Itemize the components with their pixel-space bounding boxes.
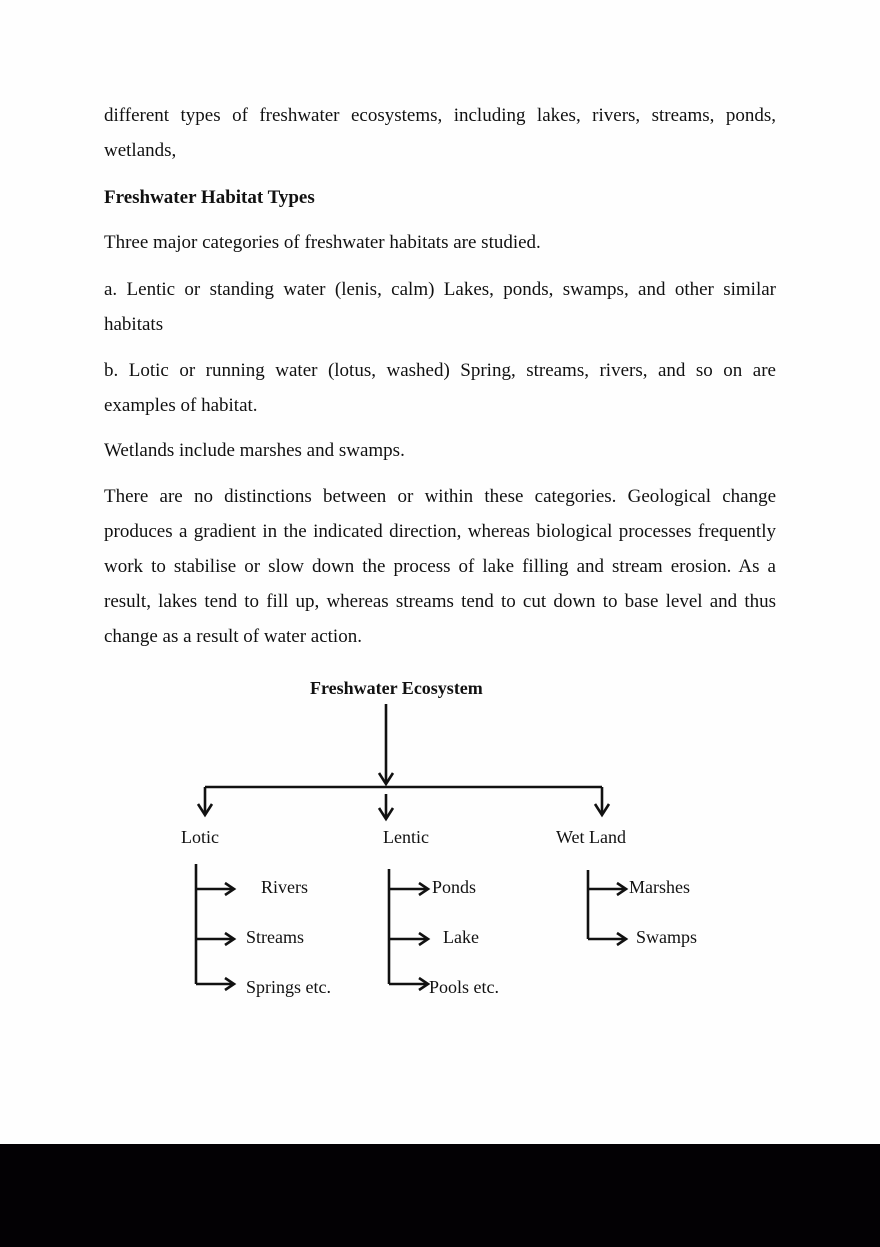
bottom-black-band <box>0 1144 880 1247</box>
lotic-text: b. Lotic or running water (lotus, washed) Spring, streams, rivers, and so on are examples of habitat. <box>104 360 776 416</box>
branch-lotic: Lotic <box>181 827 219 847</box>
leaf-ponds: Ponds <box>432 877 477 897</box>
leaf-swamps: Swamps <box>636 927 698 947</box>
branch-wetland: Wet Land <box>556 827 627 847</box>
leaf-lake: Lake <box>443 927 479 947</box>
wetlands-text: Wetlands include marshes and swamps. <box>104 440 405 461</box>
diagram-title: Freshwater Ecosystem <box>310 678 483 698</box>
leaf-pools: Pools etc. <box>429 977 499 997</box>
heading-text: Freshwater Habitat Types <box>104 187 315 208</box>
lentic-text: a. Lentic or standing water (lenis, calm) Lakes, ponds, swamps, and other similar habitats <box>104 279 776 335</box>
distinctions-text: There are no distinctions between or within these categories. Geological change produces a gradient in the indicated direction, whereas biological processes frequently work to stabilise or slow down the process of lake filling and stream erosion. As a result, lakes tend to fill up, whereas streams tend to cut down to base level and thus change as a result of water action. <box>104 486 776 647</box>
branch-lentic: Lentic <box>383 827 429 847</box>
leaf-marshes: Marshes <box>629 877 690 897</box>
categories-text: Three major categories of freshwater habitats are studied. <box>104 232 541 253</box>
intro-text: different types of freshwater ecosystems, including lakes, rivers, streams, ponds, wetlands, <box>104 105 776 161</box>
leaf-rivers: Rivers <box>261 877 308 897</box>
leaf-springs: Springs etc. <box>246 977 331 997</box>
leaf-streams: Streams <box>246 927 304 947</box>
